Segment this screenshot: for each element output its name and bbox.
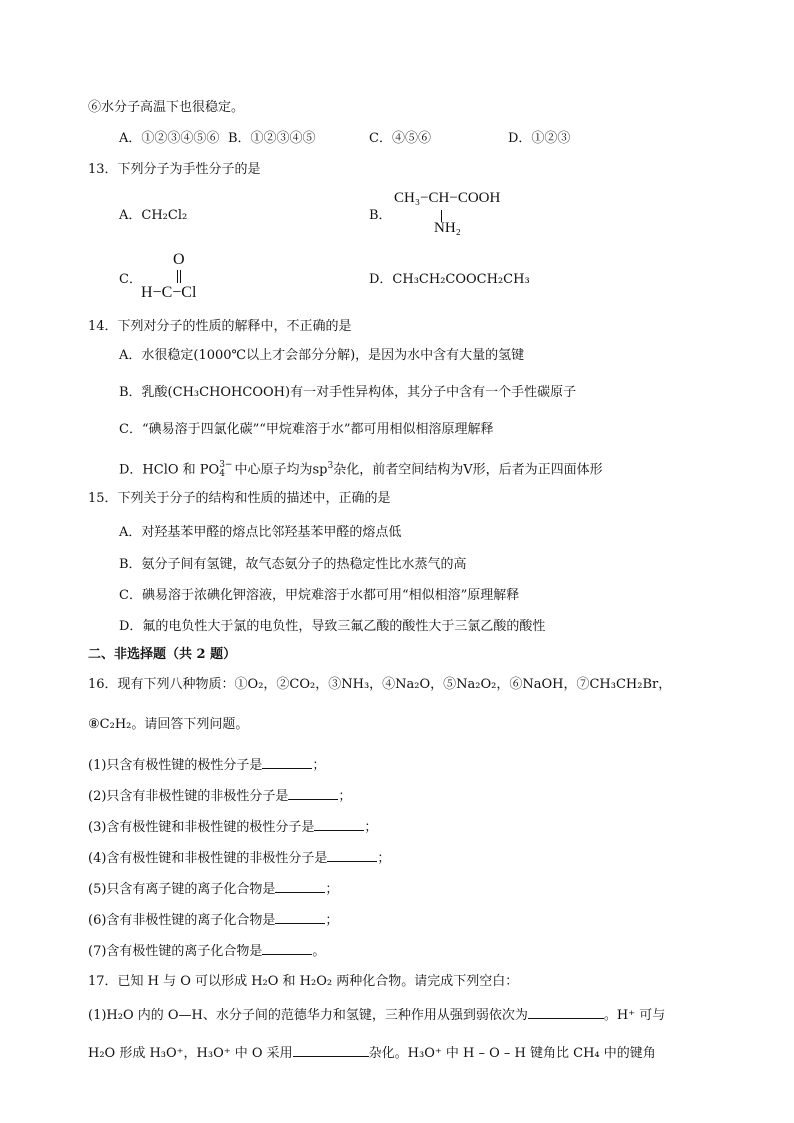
q16-line2: ⑧C₂H₂。请回答下列问题。	[88, 717, 249, 732]
q16-item-7-end: 。	[312, 944, 326, 959]
q16-item-7	[88, 942, 325, 961]
q16-item-1-blank[interactable]	[262, 756, 312, 769]
section-heading: 二、非选择题（共 2 题）	[88, 647, 237, 662]
q17-line2-blank[interactable]	[293, 1044, 369, 1057]
q16-item-2-end: ；	[338, 789, 352, 804]
q13-option-a-label: A．	[119, 208, 142, 223]
q13-option-b-formula-top: CH₃−CH−COOH	[394, 190, 501, 206]
q16-item-6-text: (6)含有非极性键的离子化合物是	[88, 913, 276, 928]
q16-item-2	[88, 787, 351, 806]
q16-line1: 16．现有下列八种物质：①O₂，②CO₂，③NH₃，④Na₂O，⑤Na₂O₂，⑥NaOH，⑦CH₃CH₂Br，	[88, 677, 672, 692]
q14-option-d-post: 杂化，前者空间结构为V形，后者为正四面体形	[333, 462, 603, 478]
q13-option-d: D．CH₃CH₂COOCH₂CH₃	[369, 272, 530, 287]
q16-item-2-blank[interactable]	[288, 787, 338, 800]
q16-item-7-blank[interactable]	[262, 942, 312, 955]
q14-option-d-charge: 3−	[219, 459, 233, 470]
q17-line1-blank[interactable]	[528, 1006, 604, 1019]
q13-option-c-label: C．	[119, 272, 142, 287]
q13-option-a-formula: CH₂Cl₂	[141, 208, 188, 223]
q16-item-3-text: (3)含有极性键和非极性键的极性分子是	[88, 820, 315, 835]
q17-line1	[88, 1006, 665, 1025]
q12-option-d: D．①②③	[508, 131, 571, 146]
q14-option-a: A．水很稳定(1000℃以上才会部分分解)，是因为水中含有大量的氢键	[119, 348, 525, 363]
q12-option-c: C．④⑤⑥	[369, 131, 431, 146]
q16-item-3-blank[interactable]	[314, 818, 364, 831]
q13-option-c-oxygen: O	[173, 251, 185, 268]
q16-item-6	[88, 911, 338, 930]
q16-item-7-text: (7)含有极性键的离子化合物是	[88, 944, 263, 959]
q17-line2-text: H₂O 形成 H₃O⁺，H₃O⁺ 中 O 采用	[88, 1046, 293, 1061]
q12-tail: ⑥水分子高温下也很稳定。	[88, 100, 245, 115]
q17-line2	[88, 1044, 656, 1063]
q17-line1-text: (1)H₂O 内的 O—H、水分子间的范德华力和氢键，三种作用从强到弱依次为	[88, 1008, 528, 1023]
q16-item-4-blank[interactable]	[327, 849, 377, 862]
q13-option-c-chain: H−C−Cl	[141, 284, 197, 301]
q16-item-4	[88, 849, 390, 868]
q14-option-d-sp-sup: 3	[327, 461, 334, 471]
q16-item-3	[88, 818, 377, 837]
q16-item-5-end: ；	[325, 882, 339, 897]
q13-option-c-double-bond	[177, 270, 181, 283]
q12-option-a: A．①②③④⑤⑥	[119, 131, 220, 146]
q16-item-4-text: (4)含有极性键和非极性键的非极性分子是	[88, 851, 328, 866]
q16-item-1	[88, 756, 325, 775]
q13-stem: 13．下列分子为手性分子的是	[88, 162, 261, 177]
q16-item-6-end: ；	[325, 913, 339, 928]
q14-option-b: B．乳酸(CH₃CHOHCOOH)有一对手性异构体，其分子中含有一个手性碳原子	[119, 385, 577, 400]
q14-option-d-mid: 中心原子均为sp	[234, 462, 328, 478]
q16-item-5	[88, 880, 338, 899]
q17-line1-end: 。H⁺ 可与	[603, 1008, 666, 1023]
q15-option-d: D．氟的电负性大于氯的电负性，导致三氟乙酸的酸性大于三氯乙酸的酸性	[119, 619, 546, 634]
q16-item-5-blank[interactable]	[275, 880, 325, 893]
q13-option-a	[119, 207, 187, 225]
q15-stem: 15．下列关于分子的结构和性质的描述中，正确的是	[88, 491, 391, 506]
q14-option-c: C．“碘易溶于四氯化碳”“甲烷难溶于水”都可用相似相溶原理解释	[119, 422, 494, 437]
q16-item-2-text: (2)只含有非极性键的非极性分子是	[88, 789, 289, 804]
q16-item-3-end: ；	[364, 820, 378, 835]
q14-stem: 14．下列对分子的性质的解释中，不正确的是	[88, 319, 352, 334]
q16-item-1-end: ；	[312, 758, 326, 773]
q17-stem: 17．已知 H 与 O 可以形成 H₂O 和 H₂O₂ 两种化合物。请完成下列空白：	[88, 974, 519, 989]
q16-item-5-text: (5)只含有离子键的离子化合物是	[88, 882, 276, 897]
q14-option-d	[119, 457, 603, 479]
q13-option-b-nh2: NH₂	[434, 220, 461, 236]
q17-line2-end: 杂化。H₃O⁺ 中 H – O – H 键角比 CH₄ 中的键角	[368, 1046, 656, 1061]
q15-option-b: B．氨分子间有氢键，故气态氨分子的热稳定性比水蒸气的高	[119, 557, 467, 572]
q13-option-b-label: B．	[369, 208, 392, 223]
q12-option-b: B．①②③④⑤	[228, 131, 316, 146]
q16-item-1-text: (1)只含有极性键的极性分子是	[88, 758, 263, 773]
q16-item-6-blank[interactable]	[275, 911, 325, 924]
q15-option-c: C．碘易溶于浓碘化钾溶液，甲烷难溶于水都可用“相似相溶”原理解释	[119, 588, 520, 603]
q14-option-d-subscript: 4	[219, 468, 225, 479]
q15-option-a: A．对羟基苯甲醛的熔点比邻羟基苯甲醛的熔点低	[119, 525, 402, 540]
q16-item-4-end: ；	[377, 851, 391, 866]
q14-option-d-pre: D．HClO 和 PO	[119, 462, 220, 478]
